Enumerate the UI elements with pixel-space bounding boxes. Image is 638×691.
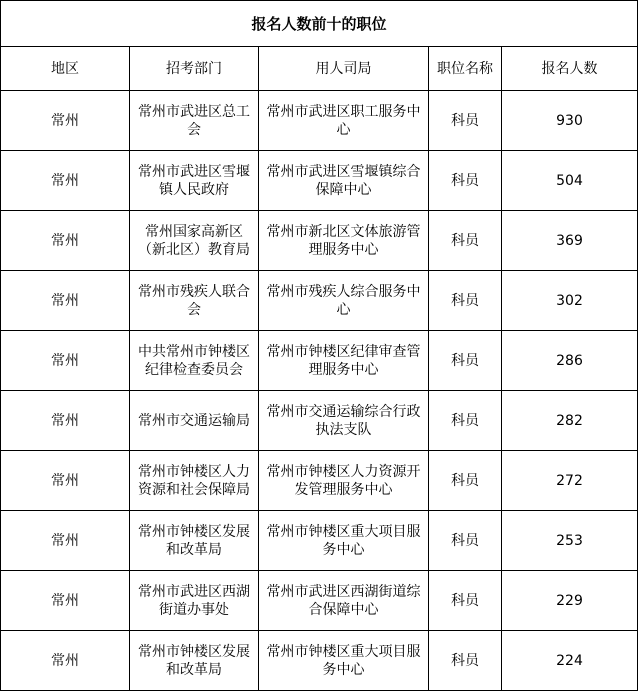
cell-employing-bureau: 常州市武进区雪堰镇综合保障中心 (259, 151, 429, 211)
cell-position-name: 科员 (429, 271, 502, 331)
table-row (1, 391, 638, 451)
cell-position-name: 科员 (429, 451, 502, 511)
cell-employing-bureau: 常州市钟楼区重大项目服务中心 (259, 511, 429, 571)
cell-applicant-count: 504 (502, 151, 638, 211)
header-employing-bureau: 用人司局 (259, 47, 429, 91)
cell-employing-bureau: 常州市钟楼区人力资源开发管理服务中心 (259, 451, 429, 511)
cell-employing-bureau: 常州市武进区职工服务中心 (259, 91, 429, 151)
cell-position-name: 科员 (429, 151, 502, 211)
cell-position-name: 科员 (429, 511, 502, 571)
table-title-row (1, 1, 638, 47)
cell-recruiting-department: 常州市钟楼区人力资源和社会保障局 (130, 451, 259, 511)
cell-employing-bureau: 常州市钟楼区纪律审查管理服务中心 (259, 331, 429, 391)
cell-applicant-count: 229 (502, 571, 638, 631)
table-row (1, 631, 638, 691)
cell-applicant-count: 282 (502, 391, 638, 451)
cell-employing-bureau: 常州市钟楼区重大项目服务中心 (259, 631, 429, 691)
cell-employing-bureau: 常州市交通运输综合行政执法支队 (259, 391, 429, 451)
cell-applicant-count: 286 (502, 331, 638, 391)
cell-region: 常州 (1, 151, 130, 211)
cell-applicant-count: 272 (502, 451, 638, 511)
cell-employing-bureau: 常州市残疾人综合服务中心 (259, 271, 429, 331)
cell-region: 常州 (1, 211, 130, 271)
cell-region: 常州 (1, 511, 130, 571)
table-row (1, 451, 638, 511)
cell-applicant-count: 224 (502, 631, 638, 691)
cell-applicant-count: 930 (502, 91, 638, 151)
header-applicant-count: 报名人数 (502, 47, 638, 91)
cell-recruiting-department: 常州市武进区雪堰镇人民政府 (130, 151, 259, 211)
cell-recruiting-department: 常州市武进区总工会 (130, 91, 259, 151)
cell-recruiting-department: 常州国家高新区（新北区）教育局 (130, 211, 259, 271)
table-row (1, 211, 638, 271)
table-row (1, 151, 638, 211)
cell-position-name: 科员 (429, 211, 502, 271)
cell-recruiting-department: 常州市钟楼区发展和改革局 (130, 511, 259, 571)
cell-recruiting-department: 常州市钟楼区发展和改革局 (130, 631, 259, 691)
table-title: 报名人数前十的职位 (1, 1, 638, 47)
table-row (1, 511, 638, 571)
cell-applicant-count: 302 (502, 271, 638, 331)
cell-recruiting-department: 常州市武进区西湖街道办事处 (130, 571, 259, 631)
cell-applicant-count: 253 (502, 511, 638, 571)
cell-region: 常州 (1, 451, 130, 511)
cell-position-name: 科员 (429, 391, 502, 451)
cell-position-name: 科员 (429, 571, 502, 631)
table-row (1, 331, 638, 391)
cell-region: 常州 (1, 571, 130, 631)
cell-employing-bureau: 常州市武进区西湖街道综合保障中心 (259, 571, 429, 631)
header-region: 地区 (1, 47, 130, 91)
table-row (1, 271, 638, 331)
cell-position-name: 科员 (429, 331, 502, 391)
table-row (1, 91, 638, 151)
cell-region: 常州 (1, 391, 130, 451)
cell-region: 常州 (1, 91, 130, 151)
table-row (1, 571, 638, 631)
cell-region: 常州 (1, 331, 130, 391)
cell-recruiting-department: 中共常州市钟楼区纪律检查委员会 (130, 331, 259, 391)
header-position-name: 职位名称 (429, 47, 502, 91)
cell-position-name: 科员 (429, 631, 502, 691)
cell-recruiting-department: 常州市残疾人联合会 (130, 271, 259, 331)
table-header-row (1, 47, 638, 91)
cell-applicant-count: 369 (502, 211, 638, 271)
cell-region: 常州 (1, 271, 130, 331)
header-recruiting-department: 招考部门 (130, 47, 259, 91)
cell-employing-bureau: 常州市新北区文体旅游管理服务中心 (259, 211, 429, 271)
cell-recruiting-department: 常州市交通运输局 (130, 391, 259, 451)
cell-position-name: 科员 (429, 91, 502, 151)
cell-region: 常州 (1, 631, 130, 691)
